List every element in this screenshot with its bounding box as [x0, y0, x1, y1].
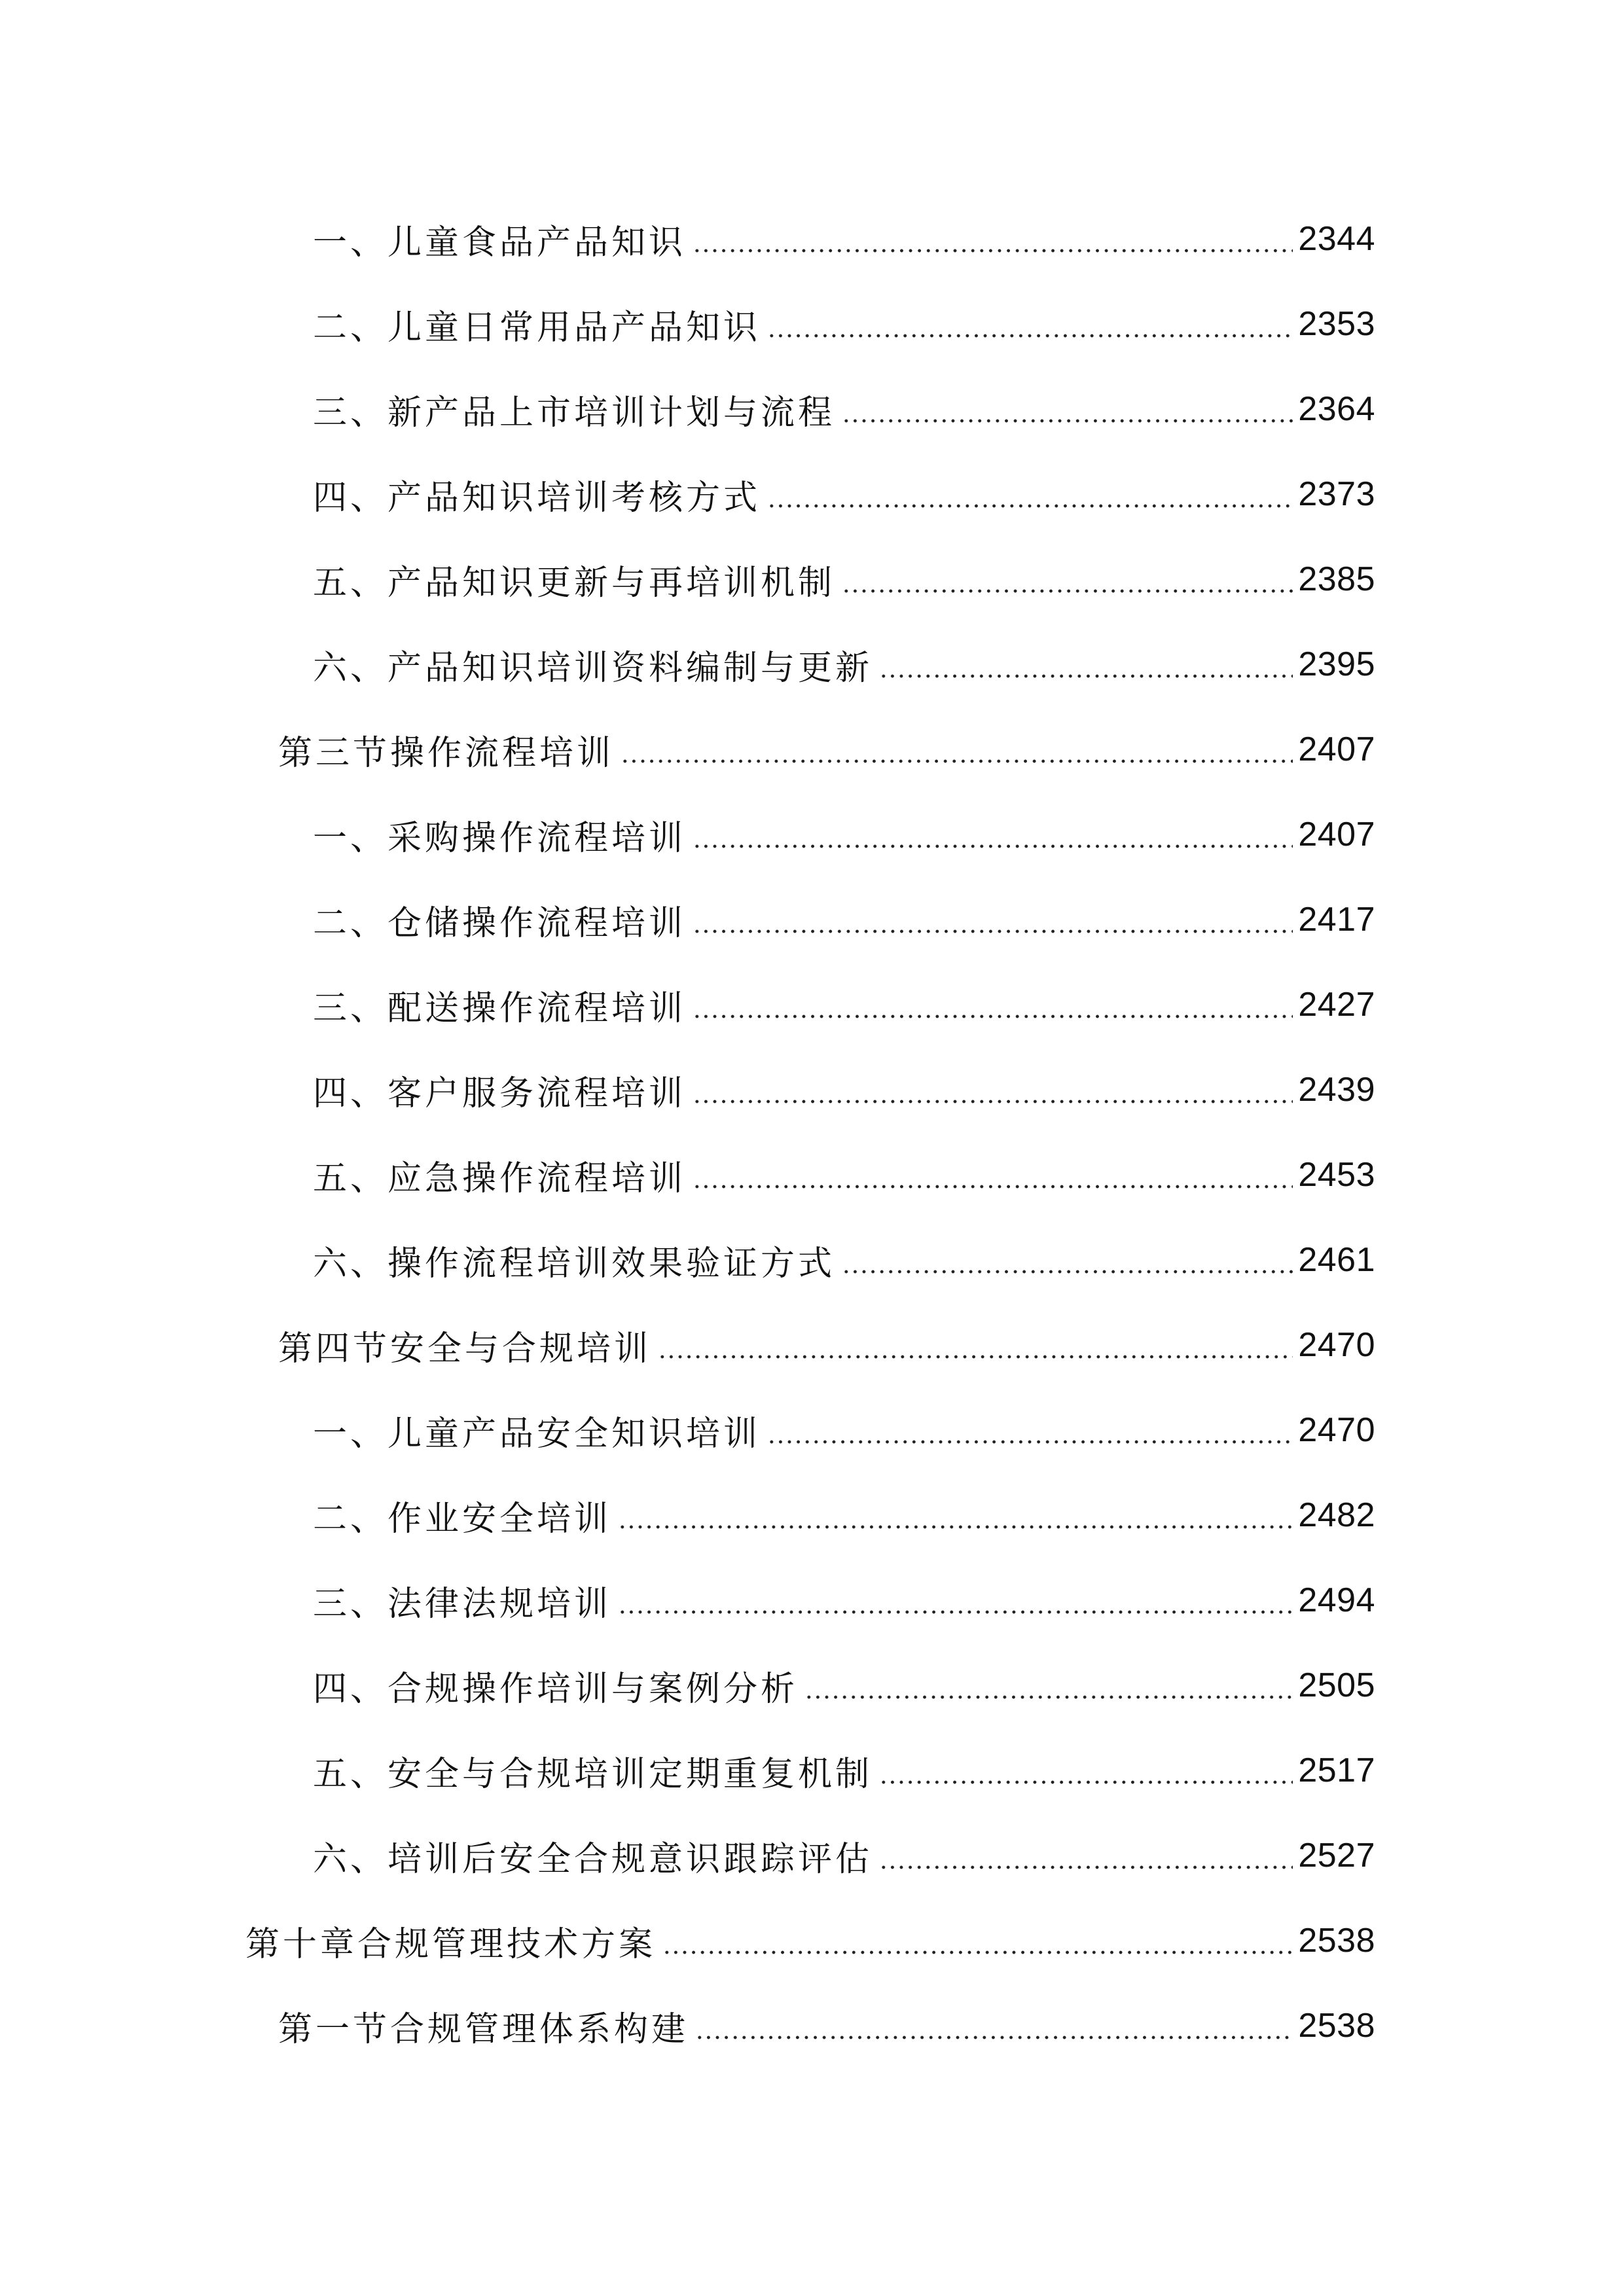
- toc-entry[interactable]: [0, 1047, 1624, 1132]
- toc-entry[interactable]: [0, 1217, 1624, 1302]
- dot-leader: [693, 988, 1293, 1022]
- toc-entry[interactable]: [0, 1813, 1624, 1898]
- toc-entry[interactable]: [0, 537, 1624, 622]
- toc-entry-title: 六、培训后安全合规意识跟踪评估: [313, 1839, 873, 1879]
- toc-entry[interactable]: [0, 1473, 1624, 1558]
- dot-leader: [879, 1753, 1293, 1787]
- toc-entry-title: 二、儿童日常用品产品知识: [313, 308, 761, 348]
- toc-entry-page: 2538: [1298, 1922, 1375, 1960]
- toc-entry[interactable]: [0, 877, 1624, 962]
- dot-leader: [695, 2009, 1293, 2043]
- dot-leader: [693, 1158, 1293, 1192]
- toc-entry-page: 2453: [1298, 1156, 1375, 1194]
- dot-leader: [621, 732, 1293, 766]
- toc-entry-title: 二、作业安全培训: [313, 1499, 612, 1539]
- toc-entry-title: 一、儿童食品产品知识: [313, 223, 687, 262]
- toc-entry[interactable]: [0, 452, 1624, 537]
- dot-leader: [879, 647, 1293, 681]
- dot-leader: [879, 1839, 1293, 1873]
- toc-entry-page: 2385: [1298, 560, 1375, 598]
- toc-entry[interactable]: [0, 962, 1624, 1047]
- dot-leader: [767, 307, 1293, 341]
- toc-entry-page: 2353: [1298, 305, 1375, 343]
- toc-chapter-entry[interactable]: [0, 1898, 1624, 1983]
- dot-leader: [842, 392, 1293, 426]
- toc-entry[interactable]: [0, 281, 1624, 367]
- toc-entry-page: 2538: [1298, 2007, 1375, 2045]
- toc-entry-title: 三、法律法规培训: [313, 1584, 612, 1624]
- dot-leader: [693, 222, 1293, 256]
- toc-entry-page: 2373: [1298, 475, 1375, 513]
- toc-entry-title: 五、安全与合规培训定期重复机制: [313, 1754, 873, 1794]
- toc-entry-title: 第一节合规管理体系构建: [278, 2009, 689, 2049]
- dot-leader: [767, 477, 1293, 511]
- toc-entry-title: 四、产品知识培训考核方式: [313, 478, 761, 518]
- toc-entry[interactable]: [0, 622, 1624, 707]
- toc-entry-page: 2427: [1298, 986, 1375, 1024]
- toc-entry-page: 2482: [1298, 1496, 1375, 1534]
- toc-entry-page: 2407: [1298, 730, 1375, 768]
- dot-leader: [693, 817, 1293, 852]
- toc-section-entry[interactable]: [0, 1302, 1624, 1388]
- dot-leader: [618, 1498, 1293, 1532]
- toc-entry-title: 六、操作流程培训效果验证方式: [313, 1244, 836, 1283]
- toc-entry-page: 2417: [1298, 901, 1375, 939]
- toc-entry-title: 四、客户服务流程培训: [313, 1073, 687, 1113]
- toc-entry[interactable]: [0, 367, 1624, 452]
- toc-entry-page: 2517: [1298, 1751, 1375, 1789]
- toc-entry[interactable]: [0, 1558, 1624, 1643]
- toc-entry-page: 2505: [1298, 1666, 1375, 1704]
- toc-entry-title: 五、应急操作流程培训: [313, 1158, 687, 1198]
- toc-entry-title: 一、采购操作流程培训: [313, 818, 687, 858]
- dot-leader: [767, 1413, 1293, 1447]
- toc-entry-page: 2527: [1298, 1837, 1375, 1874]
- toc-entry-title: 四、合规操作培训与案例分析: [313, 1669, 799, 1709]
- toc-entry-title: 三、配送操作流程培训: [313, 988, 687, 1028]
- toc-entry[interactable]: [0, 792, 1624, 877]
- dot-leader: [618, 1583, 1293, 1617]
- toc-section-entry[interactable]: [0, 1983, 1624, 2068]
- toc-entry-page: 2470: [1298, 1411, 1375, 1449]
- toc-entry-page: 2439: [1298, 1071, 1375, 1109]
- toc-entry-page: 2344: [1298, 220, 1375, 258]
- toc-entry-page: 2470: [1298, 1326, 1375, 1364]
- toc-entry-title: 一、儿童产品安全知识培训: [313, 1414, 761, 1454]
- toc-entry-page: 2461: [1298, 1241, 1375, 1279]
- dot-leader: [842, 562, 1293, 596]
- toc-entry-title: 第四节安全与合规培训: [278, 1329, 652, 1369]
- toc-entry-page: 2364: [1298, 390, 1375, 428]
- toc-entry-page: 2407: [1298, 816, 1375, 853]
- toc-entry[interactable]: [0, 1643, 1624, 1728]
- toc-entry[interactable]: [0, 196, 1624, 281]
- dot-leader: [842, 1243, 1293, 1277]
- dot-leader: [658, 1328, 1293, 1362]
- toc-entry[interactable]: [0, 1728, 1624, 1813]
- dot-leader: [693, 1073, 1293, 1107]
- toc-entry-title: 第三节操作流程培训: [278, 733, 615, 773]
- toc-section-entry[interactable]: [0, 707, 1624, 792]
- toc-entry-title: 六、产品知识培训资料编制与更新: [313, 648, 873, 688]
- toc-entry[interactable]: [0, 1388, 1624, 1473]
- dot-leader: [662, 1924, 1293, 1958]
- toc-entry-title: 二、仓储操作流程培训: [313, 903, 687, 943]
- table-of-contents: [0, 196, 1624, 2068]
- dot-leader: [804, 1668, 1293, 1702]
- toc-entry-title: 第十章合规管理技术方案: [245, 1924, 657, 1964]
- toc-entry-title: 三、新产品上市培训计划与流程: [313, 393, 836, 433]
- dot-leader: [693, 903, 1293, 937]
- toc-entry-page: 2494: [1298, 1581, 1375, 1619]
- toc-entry-page: 2395: [1298, 645, 1375, 683]
- toc-entry[interactable]: [0, 1132, 1624, 1217]
- toc-entry-title: 五、产品知识更新与再培训机制: [313, 563, 836, 603]
